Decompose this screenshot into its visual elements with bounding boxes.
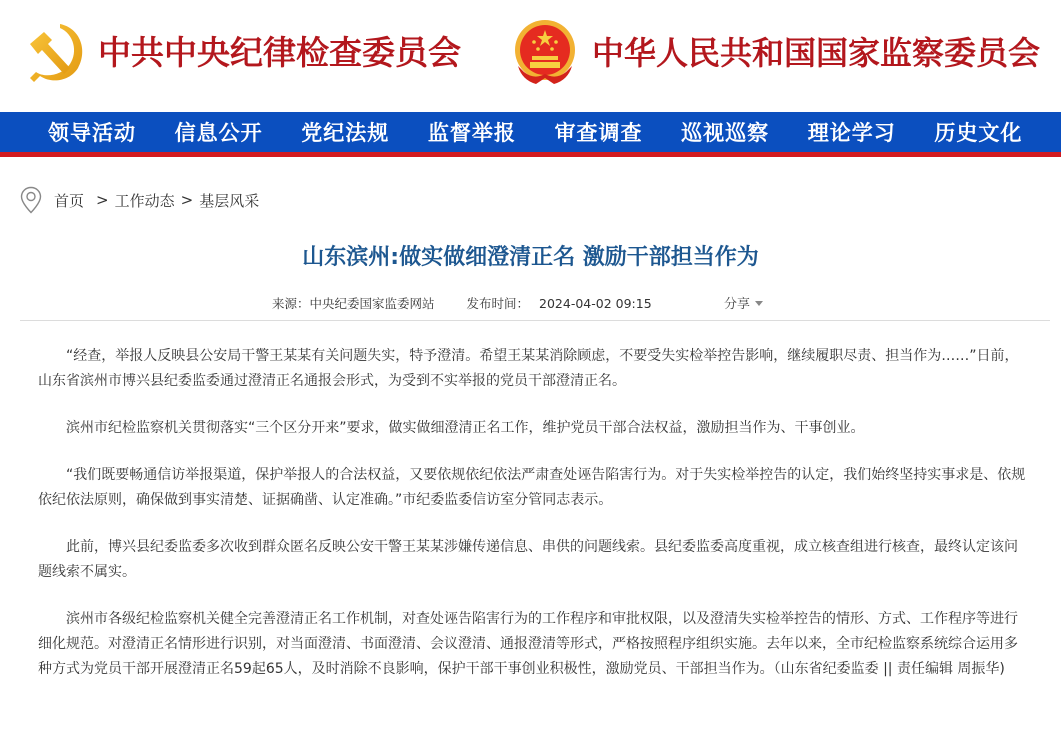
nav-item-theory[interactable]: 理论学习 [807,120,896,145]
nav-item-leadership[interactable]: 领导活动 [48,120,136,145]
nav-item-info-disclosure[interactable]: 信息公开 [174,120,263,145]
article-source: 来源：中央纪委国家监委网站 [272,296,435,311]
article-paragraph: “经查，举报人反映县公安局干警王某某有关问题失实，特予澄清。希望王某某消除顾虑，不要受失实检举控告影响，继续履职尽责、担当作为……”日前，山东省滨州市博兴县纪委监委通过澄清正名通报会形式，为受到不实举报的党员干部澄清正名。 [38,348,1019,389]
publish-time-value: 2024-04-02 09:15 [539,295,652,311]
national-emblem-icon [512,18,578,88]
share-label: 分享 [724,297,751,312]
publish-time-label: 发布时间： [466,296,530,311]
location-pin-icon [20,186,42,214]
article-paragraph: “我们既要畅通信访举报渠道，保护举报人的合法权益，又要依规依纪依法严肃查处诬告陷害行为。对于失实检举控告的认定，我们始终坚持实事求是、依规依纪依法原则，确保做到事实清楚、证据确凿、认定准确。”市纪委监委信访室分管同志表示。 [38,467,1026,508]
article-title: 山东滨州:做实做细澄清正名 激励干部担当作为 [302,245,759,270]
nav-item-party-rules[interactable]: 党纪法规 [301,120,390,145]
breadcrumb-separator: > [180,191,194,209]
share-dropdown[interactable] [724,293,763,312]
article-paragraph: 滨州市各级纪检监察机关健全完善澄清正名工作机制，对查处诬告陷害行为的工作程序和审批权限，以及澄清失实检举控告的情形、方式、工作程序等进行细化规范。对澄清正名情形进行识别，对当面澄清、书面澄清、会议澄清、通报澄清等形式，严格按照程序组织实施。去年以来，全市纪检监察系统综合运用多种方式为党员干部开展澄清正名59起65人，及时消除不良影响，保护干部干事创业积极性，激励党员、干部担当作为。（山东省纪委监委 || 责任编辑 周振华) [38,611,1018,677]
nav-item-report[interactable]: 监督举报 [427,120,516,145]
breadcrumb-home[interactable]: 首页 [54,191,85,210]
article-meta [272,294,652,312]
nsc-logo-text: 中华人民共和国国家监察委员会 [592,34,1041,72]
meta-divider [20,320,1050,321]
article-paragraph: 此前，博兴县纪委监委多次收到群众匿名反映公安干警王某某涉嫌传递信息、串供的问题线索。县纪委监委高度重视，成立核查组进行核查，最终认定该问题线索不属实。 [38,539,1018,580]
nsc-logo[interactable] [512,18,1040,88]
ccdi-logo-text: 中共中央纪律检查委员会 [98,33,461,72]
nav-item-history[interactable]: 历史文化 [934,120,1023,145]
site-header [0,0,1061,112]
breadcrumb-work-news[interactable]: 工作动态 [114,191,175,210]
caret-down-icon [755,301,763,306]
nav-item-investigation[interactable]: 审查调查 [554,120,643,145]
breadcrumb [20,186,259,214]
main-nav [0,112,1061,152]
breadcrumb-separator: > [96,191,109,209]
nav-item-inspection[interactable]: 巡视巡察 [681,120,770,145]
ccdi-logo[interactable] [22,18,461,88]
article-body [38,344,1030,704]
article-paragraph: 滨州市纪检监察机关贯彻落实“三个区分开来”要求，做实做细澄清正名工作，维护党员干部合法权益，激励担当作为、干事创业。 [66,420,865,436]
breadcrumb-grassroots[interactable]: 基层风采 [199,191,260,210]
nav-red-stripe [0,152,1061,157]
hammer-sickle-emblem-icon [22,18,88,88]
